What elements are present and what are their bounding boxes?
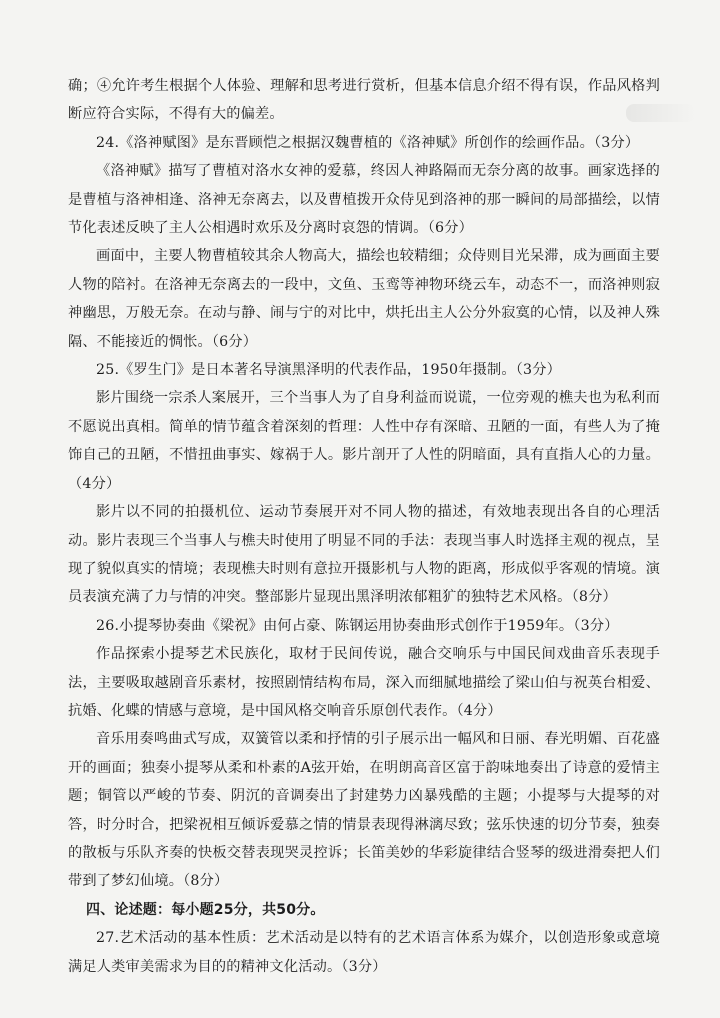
answer-26-intro: 26.小提琴协奏曲《梁祝》由何占豪、陈钢运用协奏曲形式创作于1959年。（3分）	[96, 617, 619, 634]
answer-25-technique: 影片以不同的拍摄机位、运动节奏展开对不同人物的描述，有效地表现出各自的心理活动。影片表现三个当事人与樵夫时使用了明显不同的手法：表现当事人时选择主观的视点，呈现了貌似真实的情境；表现樵夫时则有意拉开摄影机与人物的距离，形成似乎客观的情境。演员表演充满了力与情的冲突。整部影片显现出黑泽明浓郁粗犷的独特艺术风格。（8分）	[68, 504, 660, 606]
answer-24-content: 《洛神赋》描写了曹植对洛水女神的爱慕，终因人神路隔而无奈分离的故事。画家选择的是曹植与洛神相逢、洛神无奈离去，以及曹植拨开众侍见到洛神的那一瞬间的局部描绘，以情节化表述反映了主人公相遇时欢乐及分离时哀怨的情调。（6分）	[68, 163, 660, 237]
answer-26-music: 音乐用奏鸣曲式写成，双簧管以柔和抒情的引子展示出一幅风和日丽、春光明媚、百花盛开的画面；独奏小提琴从柔和朴素的A弦开始，在明朗高音区富于韵味地奏出了诗意的爱情主题；铜管以严峻的节奏、阴沉的音调奏出了封建势力凶暴残酷的主题；小提琴与大提琴的对答，时分时合，把梁祝相互倾诉爱慕之情的情景表现得淋漓尽致；弦乐快速的切分节奏，独奏的散板与乐队齐奏的快板交替表现哭灵控诉；长笛美妙的华彩旋律结合竖琴的级进滑奏把人们带到了梦幻仙境。（8分）	[68, 731, 660, 890]
answer-25-intro: 25.《罗生门》是日本著名导演黑泽明的代表作品，1950年摄制。（3分）	[96, 362, 562, 379]
answer-26-content: 作品探索小提琴艺术民族化，取材于民间传说，融合交响乐与中国民间戏曲音乐表现手法，主要吸取越剧音乐素材，按照剧情结构布局，深入而细腻地描绘了梁山伯与祝英台相爱、抗婚、化蝶的情感与意境，是中国风格交响音乐原创代表作。（4分）	[68, 646, 660, 719]
answer-text-block	[68, 72, 660, 981]
paragraph-continuation: 确；④允许考生根据个人体验、理解和思考进行赏析，但基本信息介绍不得有误，作品风格判断应符合实际，不得有大的偏差。	[68, 78, 660, 123]
answer-25-content: 影片围绕一宗杀人案展开，三个当事人为了自身利益而说谎，一位旁观的樵夫也为私利而不愿说出真相。简单的情节蕴含着深刻的哲理：人性中存有深暗、丑陋的一面，有些人为了掩饰自己的丑陋，不惜扭曲事实、嫁祸于人。影片剖开了人性的阴暗面，具有直指人心的力量。（4分）	[68, 390, 660, 492]
answer-24-intro: 24.《洛神赋图》是东晋顾恺之根据汉魏曹植的《洛神赋》所创作的绘画作品。（3分）	[96, 134, 640, 151]
answer-27-intro: 27.艺术活动的基本性质：艺术活动是以特有的艺术语言体系为媒介，以创造形象或意境满足人类审美需求为目的的精神文化活动。（3分）	[68, 930, 660, 975]
answer-24-composition: 画面中，主要人物曹植较其余人物高大，描绘也较精细；众侍则目光呆滞，成为画面主要人物的陪衬。在洛神无奈离去的一段中，文鱼、玉鸾等神物环绕云车，动态不一，而洛神则寂神幽思，万般无奈。在动与静、闹与宁的对比中，烘托出主人公分外寂寞的心情，以及神人殊隔、不能接近的惆怅。（6分）	[68, 248, 660, 350]
section-heading-essay: 四、论述题：每小题25分，共50分。	[86, 901, 325, 918]
